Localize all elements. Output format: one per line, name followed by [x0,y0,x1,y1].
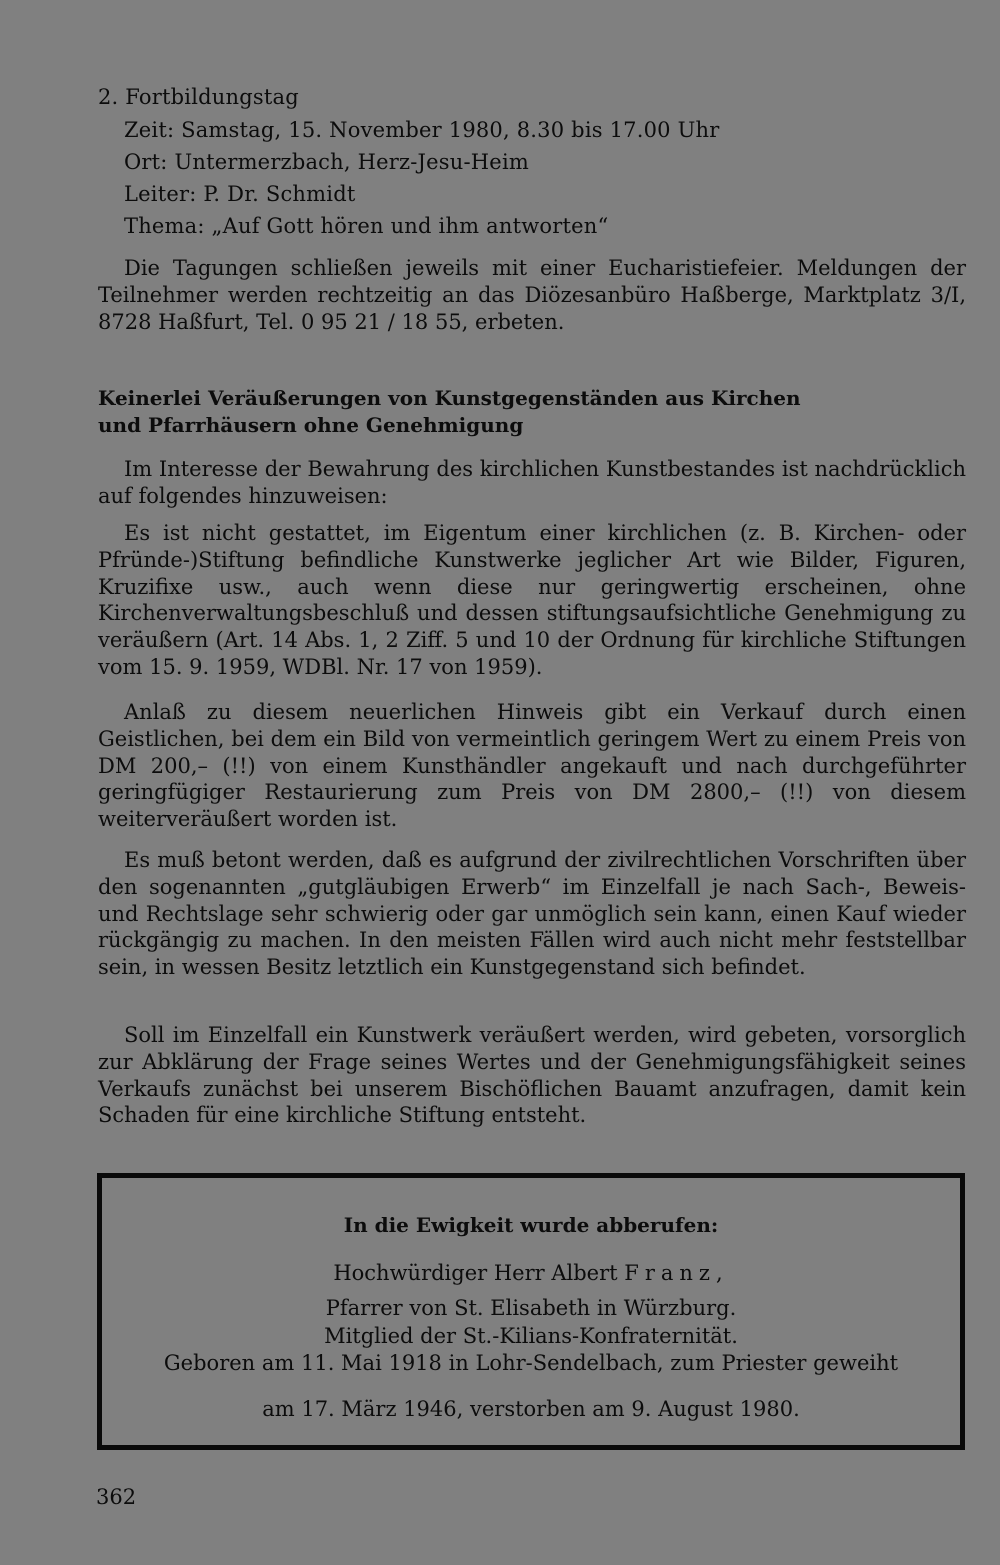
obituary-name: Hochwürdiger Herr Albert Franz, [333,1261,729,1285]
paragraph: Es ist nicht gestattet, im Eigentum einer kirchlichen (z. B. Kirchen- oder Pfründe-)Stiftung befindliche Kunstwerke jeglicher Art wie Bilder, Figuren, Kruzifixe usw., auch wenn diese nur geringwertig erscheinen, ohne Kirchenverwaltungsbeschluß und dessen stiftungsaufsichtliche Genehmigung zu veräußern (Art. 14 Abs. 1, 2 Ziff. 5 und 10 der Ordnung für kirchliche Stiftungen vom 15. 9. 1959, WDBl. Nr. 17 von 1959). [98,521,966,679]
event-theme: Thema: „Auf Gott hören und ihm antworten“ [124,214,609,238]
article-heading-line2: und Pfarrhäusern ohne Genehmigung [98,413,524,437]
paragraph: Soll im Einzelfall ein Kunstwerk veräußert werden, wird gebeten, vorsorglich zur Abklärung der Frage seines Wertes und der Genehmigungsfähigkeit seines Verkaufs zunächst bei unserem Bischöflichen Bauamt anzufragen, damit kein Schaden für eine kirchliche Stiftung entsteht. [98,1023,966,1128]
section-title: 2. Fortbildungstag [98,85,299,109]
paragraph: Im Interesse der Bewahrung des kirchlichen Kunstbestandes ist nachdrücklich auf folgendes hinzuweisen: [98,457,966,508]
page-number: 362 [96,1485,137,1509]
obituary-position: Pfarrer von St. Elisabeth in Würzburg. [325,1296,737,1320]
obituary-surname: Franz, [624,1261,729,1285]
registration-note: Die Tagungen schließen jeweils mit einer Eucharistiefeier. Meldungen der Teilnehmer werden rechtzeitig an das Diözesanbüro Haßberge, Marktplatz 3/I, 8728 Haßfurt, Tel. 0 95 21 / 18 55, erbeten. [98,256,966,334]
obituary-dates: am 17. März 1946, verstorben am 9. August 1980. [262,1397,800,1421]
event-time: Zeit: Samstag, 15. November 1980, 8.30 bis 17.00 Uhr [124,118,720,142]
article-heading-line1: Keinerlei Veräußerungen von Kunstgegenständen aus Kirchen [98,386,801,410]
paragraph: Anlaß zu diesem neuerlichen Hinweis gibt ein Verkauf durch einen Geistlichen, bei dem ein Bild von vermeintlich geringem Wert zu einem Preis von DM 200,– (!!) von einem Kunsthändler angekauft und nach durchgeführter geringfügiger Restaurierung zum Preis von DM 2800,– (!!) von diesem weiterveräußert worden ist. [98,700,966,832]
obituary-box [97,1173,965,1450]
obituary-birth: Geboren am 11. Mai 1918 in Lohr-Sendelbach, zum Priester geweiht [163,1351,899,1375]
obituary-membership: Mitglied der St.-Kilians-Konfraternität. [324,1324,738,1348]
event-location: Ort: Untermerzbach, Herz-Jesu-Heim [124,150,529,174]
event-leader: Leiter: P. Dr. Schmidt [124,182,356,206]
obituary-title: In die Ewigkeit wurde abberufen: [343,1213,719,1237]
paragraph: Es muß betont werden, daß es aufgrund der zivilrechtlichen Vorschriften über den sogenannten „gutgläubigen Erwerb“ im Einzelfall je nach Sach-, Beweis- und Rechtslage sehr schwierig oder gar unmöglich sein kann, einen Kauf wieder rückgängig zu machen. In den meisten Fällen wird auch nicht mehr feststellbar sein, in wessen Besitz letztlich ein Kunstgegenstand sich befindet. [98,848,966,980]
